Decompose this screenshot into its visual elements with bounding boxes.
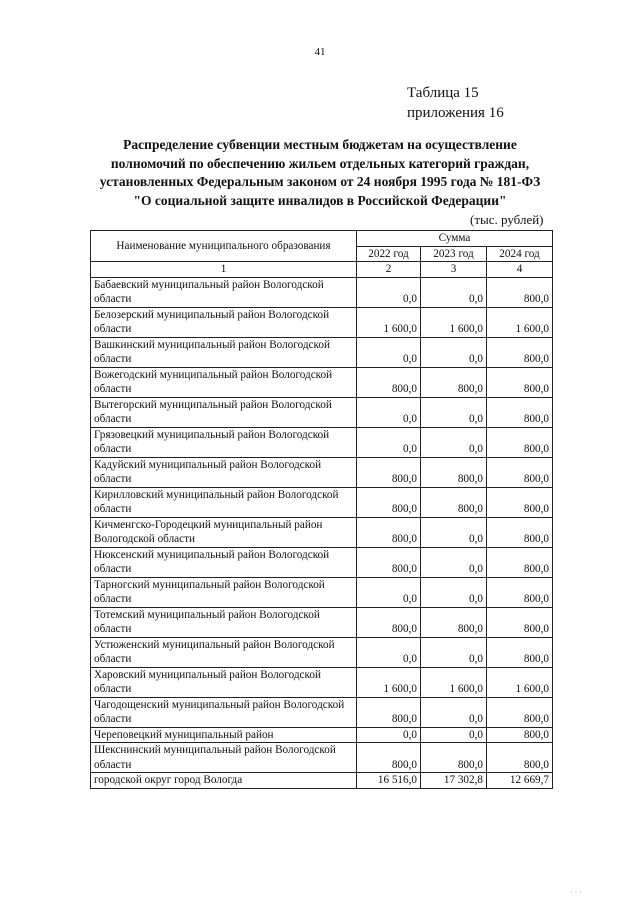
value-2024: 800,0	[487, 727, 553, 743]
value-2022: 16 516,0	[357, 773, 421, 789]
column-number: 2	[357, 262, 421, 278]
value-2024: 800,0	[487, 697, 553, 727]
table-row	[91, 457, 553, 487]
value-2022: 800,0	[357, 367, 421, 397]
table-row	[91, 277, 553, 307]
value-2023: 0,0	[421, 517, 487, 547]
value-2024: 800,0	[487, 577, 553, 607]
value-2024: 800,0	[487, 457, 553, 487]
table-row	[91, 487, 553, 517]
value-2023: 1 600,0	[421, 667, 487, 697]
value-2023: 0,0	[421, 727, 487, 743]
header-row	[91, 231, 553, 247]
value-2024: 12 669,7	[487, 773, 553, 789]
value-2022: 800,0	[357, 743, 421, 773]
value-2023: 800,0	[421, 487, 487, 517]
header-2023: 2023 год	[421, 246, 487, 262]
table-reference-line2: приложения 16	[407, 105, 504, 121]
value-2023: 0,0	[421, 397, 487, 427]
value-2024: 800,0	[487, 517, 553, 547]
value-2024: 800,0	[487, 367, 553, 397]
table-row	[91, 547, 553, 577]
value-2022: 0,0	[357, 637, 421, 667]
value-2022: 800,0	[357, 607, 421, 637]
value-2023: 0,0	[421, 337, 487, 367]
value-2023: 0,0	[421, 277, 487, 307]
header-sum: Сумма	[357, 231, 553, 247]
municipality-name: Харовский муниципальный район Вологодской области	[91, 667, 357, 697]
value-2023: 0,0	[421, 697, 487, 727]
municipality-name: Вытегорский муниципальный район Вологодской области	[91, 397, 357, 427]
value-2024: 800,0	[487, 547, 553, 577]
title-line1: Распределение субвенции местным бюджетам на осуществление	[123, 137, 517, 152]
table-row	[91, 367, 553, 397]
header-2024: 2024 год	[487, 246, 553, 262]
table-reference	[407, 83, 504, 123]
municipality-name: Шекснинский муниципальный район Вологодской области	[91, 743, 357, 773]
table-row	[91, 307, 553, 337]
value-2024: 1 600,0	[487, 667, 553, 697]
municipality-name: городской округ город Вологда	[91, 773, 357, 789]
value-2024: 800,0	[487, 277, 553, 307]
table-row	[91, 637, 553, 667]
table-row	[91, 667, 553, 697]
table-row	[91, 743, 553, 773]
column-number: 1	[91, 262, 357, 278]
municipality-name: Кичменгско-Городецкий муниципальный район Вологодской области	[91, 517, 357, 547]
value-2022: 800,0	[357, 457, 421, 487]
value-2023: 0,0	[421, 577, 487, 607]
value-2024: 800,0	[487, 427, 553, 457]
table-row	[91, 697, 553, 727]
value-2023: 0,0	[421, 547, 487, 577]
municipality-name: Белозерский муниципальный район Вологодской области	[91, 307, 357, 337]
value-2022: 0,0	[357, 427, 421, 457]
municipality-name: Череповецкий муниципальный район	[91, 727, 357, 743]
value-2024: 800,0	[487, 397, 553, 427]
value-2022: 800,0	[357, 547, 421, 577]
value-2023: 17 302,8	[421, 773, 487, 789]
value-2022: 800,0	[357, 517, 421, 547]
column-numbers-row	[91, 262, 553, 278]
table-row	[91, 427, 553, 457]
municipality-name: Устюженский муниципальный район Вологодской области	[91, 637, 357, 667]
value-2022: 0,0	[357, 277, 421, 307]
table-row	[91, 727, 553, 743]
value-2022: 0,0	[357, 727, 421, 743]
column-number: 4	[487, 262, 553, 278]
municipality-name: Нюксенский муниципальный район Вологодской области	[91, 547, 357, 577]
value-2022: 0,0	[357, 337, 421, 367]
header-2022: 2022 год	[357, 246, 421, 262]
value-2023: 800,0	[421, 607, 487, 637]
value-2024: 1 600,0	[487, 307, 553, 337]
value-2024: 800,0	[487, 487, 553, 517]
municipality-name: Кирилловский муниципальный район Вологодской области	[91, 487, 357, 517]
value-2024: 800,0	[487, 337, 553, 367]
subvention-table	[90, 230, 553, 789]
table-row	[91, 607, 553, 637]
scan-artifact-mark: · · ·	[570, 888, 582, 897]
title-line3: установленных Федеральным законом от 24 ноября 1995 года № 181-ФЗ	[99, 174, 541, 189]
value-2024: 800,0	[487, 637, 553, 667]
value-2024: 800,0	[487, 743, 553, 773]
value-2023: 800,0	[421, 367, 487, 397]
value-2022: 0,0	[357, 577, 421, 607]
table-row	[91, 517, 553, 547]
table-body	[91, 277, 553, 788]
value-2022: 0,0	[357, 397, 421, 427]
municipality-name: Грязовецкий муниципальный район Вологодской области	[91, 427, 357, 457]
title-line4: "О социальной защите инвалидов в Российской Федерации"	[133, 192, 507, 208]
value-2023: 1 600,0	[421, 307, 487, 337]
header-name: Наименование муниципального образования	[91, 231, 357, 262]
column-number: 3	[421, 262, 487, 278]
value-2022: 1 600,0	[357, 307, 421, 337]
value-2023: 800,0	[421, 457, 487, 487]
table-row	[91, 577, 553, 607]
table-row	[91, 773, 553, 789]
municipality-name: Тотемский муниципальный район Вологодской области	[91, 607, 357, 637]
municipality-name: Чагодощенский муниципальный район Вологодской области	[91, 697, 357, 727]
municipality-name: Тарногский муниципальный район Вологодской области	[91, 577, 357, 607]
title-line2: полномочий по обеспечению жильем отдельных категорий граждан,	[110, 155, 530, 171]
value-2023: 800,0	[421, 743, 487, 773]
value-2023: 0,0	[421, 427, 487, 457]
document-title	[80, 136, 560, 210]
municipality-name: Бабаевский муниципальный район Вологодской области	[91, 277, 357, 307]
municipality-name: Кадуйский муниципальный район Вологодской области	[91, 457, 357, 487]
units-label: (тыс. рублей)	[470, 212, 544, 227]
value-2023: 0,0	[421, 637, 487, 667]
table-row	[91, 397, 553, 427]
table-row	[91, 337, 553, 367]
value-2022: 800,0	[357, 487, 421, 517]
page-number: 41	[314, 46, 326, 58]
municipality-name: Вожегодский муниципальный район Вологодской области	[91, 367, 357, 397]
value-2024: 800,0	[487, 607, 553, 637]
municipality-name: Вашкинский муниципальный район Вологодской области	[91, 337, 357, 367]
table-reference-line1: Таблица 15	[407, 85, 479, 101]
value-2022: 1 600,0	[357, 667, 421, 697]
value-2022: 800,0	[357, 697, 421, 727]
